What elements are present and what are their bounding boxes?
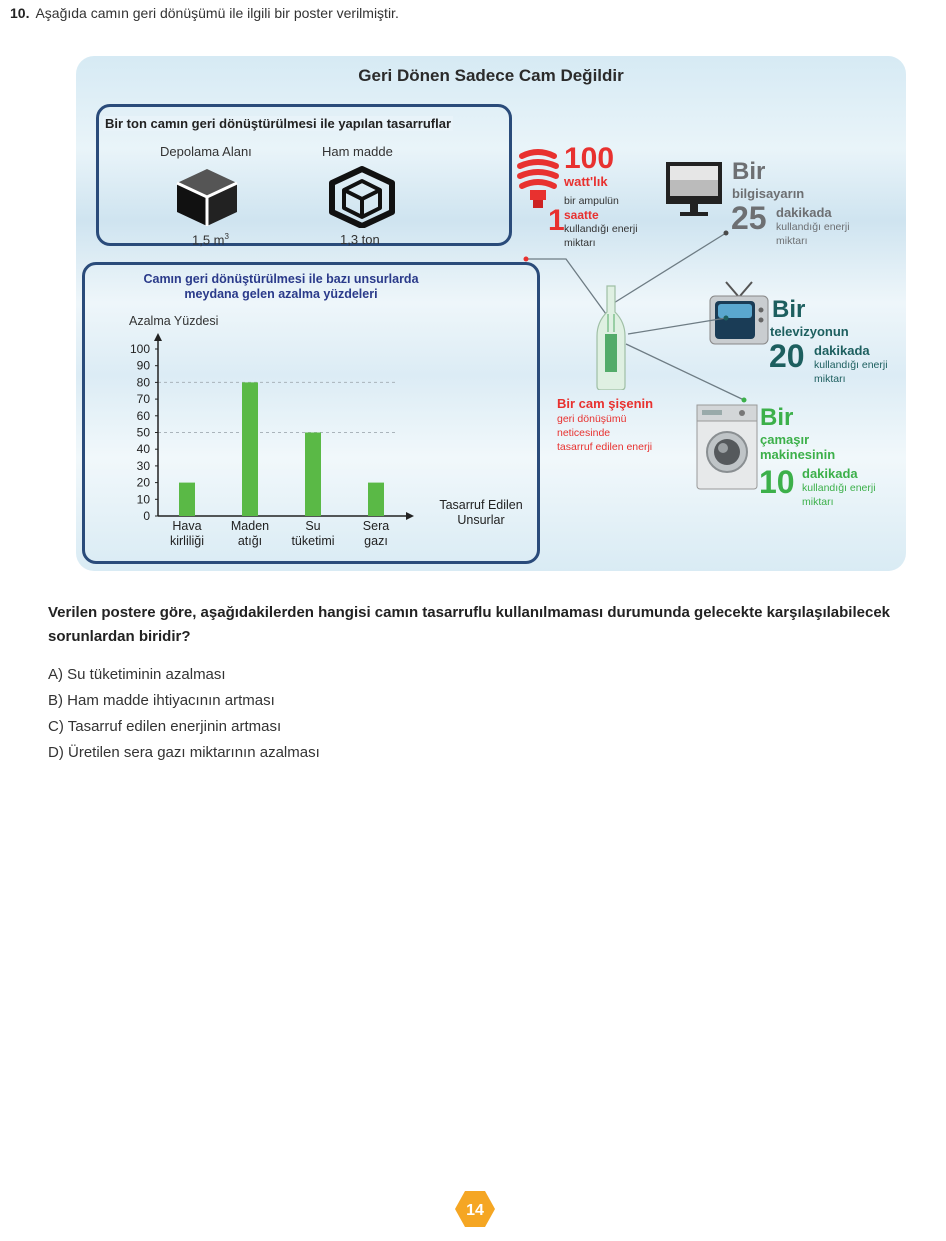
option-d[interactable]: D) Üretilen sera gazı miktarının azalması xyxy=(48,744,320,761)
computer-bir: Bir xyxy=(732,158,766,185)
bulb-hours-number: 1 xyxy=(548,204,565,237)
storage-value-text: 1,5 m xyxy=(192,232,225,248)
tv-line2: miktarı xyxy=(814,373,846,385)
question-intro-text: Aşağıda camın geri dönüşümü ile ilgili bir poster verilmiştir. xyxy=(35,5,399,21)
bulb-watts-unit: watt'lık xyxy=(564,174,608,189)
x-tick-label: kirliliği xyxy=(169,534,205,548)
option-b[interactable]: B) Ham madde ihtiyacının artması xyxy=(48,692,275,709)
wireframe-cube-icon xyxy=(329,166,395,228)
washer-noun1: çamaşır xyxy=(760,432,810,447)
bar xyxy=(179,483,195,516)
connector-lines xyxy=(516,226,756,416)
washer-line2: miktarı xyxy=(802,496,834,508)
bulb-watts-number: 100 xyxy=(564,142,615,175)
y-tick-label: 100 xyxy=(129,342,150,356)
computer-line1: kullandığı enerji xyxy=(776,221,850,233)
y-axis-arrow xyxy=(154,333,162,341)
raw-material-value: 1,3 ton xyxy=(340,232,380,247)
bulb-icon xyxy=(514,146,562,212)
bottle-line2: neticesinde xyxy=(557,427,611,439)
question-intro xyxy=(10,5,399,21)
raw-material-label: Ham madde xyxy=(322,144,393,159)
washing-machine-icon xyxy=(696,404,758,490)
bulb-line1: bir ampulün xyxy=(564,195,619,207)
y-tick-label: 80 xyxy=(136,375,150,390)
y-tick-label: 30 xyxy=(136,458,150,473)
bulb-line3: kullandığı enerji xyxy=(564,223,638,235)
x-tick-label: tüketimi xyxy=(291,534,335,548)
monitor-icon xyxy=(664,160,724,220)
cube-icon xyxy=(174,166,240,228)
y-tick-label: 70 xyxy=(136,392,150,407)
tv-number: 20 xyxy=(769,338,805,374)
chart-title: Camın geri dönüştürülmesi ile bazı unsurlarda meydana gelen azalma yüzdeleri xyxy=(143,272,419,301)
bottle-head: Bir cam şişenin xyxy=(557,396,654,411)
tv-line1: kullandığı enerji xyxy=(814,359,888,371)
x-tick-label: Maden xyxy=(230,519,270,533)
washer-number: 10 xyxy=(759,464,795,500)
tv-unit: dakikada xyxy=(814,343,870,358)
page-number-badge xyxy=(454,1190,496,1228)
x-axis-arrow xyxy=(406,512,414,520)
bar-chart xyxy=(116,326,426,556)
tv-bir: Bir xyxy=(772,296,806,323)
y-tick-label: 90 xyxy=(136,358,150,373)
chart-xlabel: Tasarruf Edilen Unsurlar xyxy=(439,498,523,527)
x-tick-label: atığı xyxy=(237,534,263,548)
y-tick-label: 60 xyxy=(136,408,150,423)
question-number: 10. xyxy=(10,5,30,21)
y-tick-label: 20 xyxy=(136,475,150,490)
poster-title: Geri Dönen Sadece Cam Değildir xyxy=(358,66,624,85)
washer-noun2: makinesinin xyxy=(760,447,836,462)
washer-unit: dakikada xyxy=(802,466,858,481)
x-tick-label: Hava xyxy=(172,519,202,533)
savings-title: Bir ton camın geri dönüştürülmesi ile yapılan tasarruflar xyxy=(105,116,452,131)
option-c[interactable]: C) Tasarruf edilen enerjinin artması xyxy=(48,718,282,735)
storage-unit-sup: 3 xyxy=(224,232,229,241)
y-tick-label: 0 xyxy=(143,509,150,523)
x-tick-label: gazı xyxy=(364,534,388,548)
washer-bir: Bir xyxy=(760,404,794,431)
x-tick-label: Su xyxy=(305,519,321,533)
y-tick-label: 50 xyxy=(136,425,150,440)
bulb-line2: saatte xyxy=(564,208,599,222)
poster xyxy=(76,56,906,571)
bulb-line4: miktarı xyxy=(564,237,596,249)
chart-ylabel: Azalma Yüzdesi xyxy=(129,314,219,328)
bottle-line3: tasarruf edilen enerji xyxy=(557,441,653,453)
y-tick-label: 10 xyxy=(136,492,150,507)
y-tick-label: 40 xyxy=(136,442,150,457)
bar xyxy=(242,382,258,516)
x-tick-label: Sera xyxy=(362,519,390,533)
option-a[interactable]: A) Su tüketiminin azalması xyxy=(48,666,226,683)
computer-unit: dakikada xyxy=(776,205,832,220)
computer-noun: bilgisayarın xyxy=(732,186,805,201)
bar xyxy=(368,483,384,516)
bar xyxy=(305,433,321,517)
bottle-line1: geri dönüşümü xyxy=(557,413,627,425)
storage-label: Depolama Alanı xyxy=(160,144,252,159)
computer-line2: miktarı xyxy=(776,235,808,247)
page-number: 14 xyxy=(466,1202,484,1219)
tv-noun: televizyonun xyxy=(770,324,849,339)
bottle-icon xyxy=(596,284,626,390)
storage-value xyxy=(192,232,229,247)
computer-number: 25 xyxy=(731,200,767,236)
question-text: Verilen postere göre, aşağıdakilerden hangisi camın tasarruflu kullanılmaması durumunda gelecekte karşılaşılabilecek sorunlardan biridir? xyxy=(48,604,891,645)
washer-line1: kullandığı enerji xyxy=(802,482,876,494)
